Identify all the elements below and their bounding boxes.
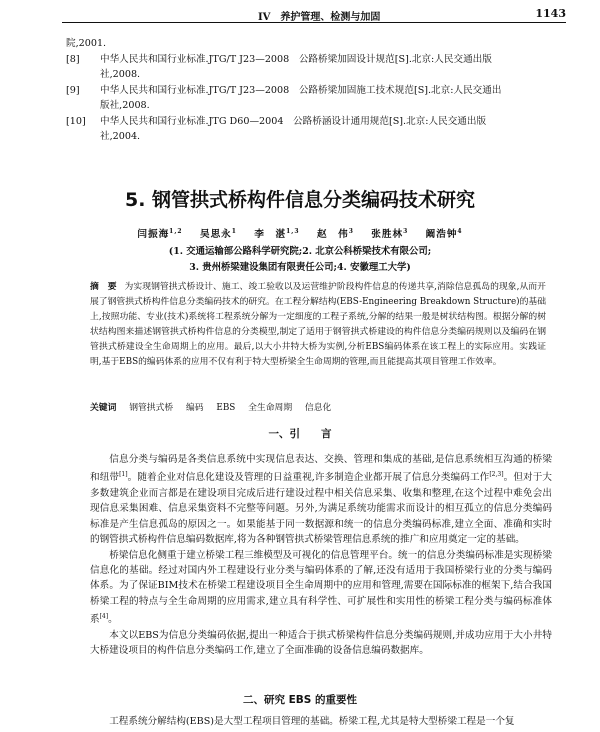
body-paragraph: 工程系统分解结构(EBS)是大型工程项目管理的基础。桥梁工程,尤其是特大型桥梁工程是一个复: [109, 716, 515, 727]
reference-continuation: 社,2008.: [100, 69, 141, 80]
introduction-body: [90, 452, 552, 659]
page-number: 1143: [535, 7, 566, 20]
keyword: 钢管拱式桥: [129, 403, 174, 413]
author-list: [0, 226, 600, 240]
author-name: 阚浩钟: [425, 229, 458, 240]
reference-text: 中华人民共和国行业标准.JTG D60—2004 公路桥涵设计通用规范[S].北京:人民交通出版: [100, 115, 487, 127]
paragraph-text: 。: [108, 614, 118, 626]
author-affiliation-mark: 4: [457, 227, 463, 235]
abstract: [90, 280, 546, 370]
reference-number: [10]: [66, 115, 86, 127]
paragraph-text: 本文以EBS为信息分类编码依据,提出一种适合于拱式桥梁构件信息分类编码规则,并成功应用于大小井特大桥建设项目的构件信息分类编码工作,建立了全面准确的设备信息编码数据库。: [90, 629, 552, 657]
reference-item: [66, 114, 552, 145]
author-name: 赵 伟: [316, 229, 349, 240]
body-paragraph: [90, 548, 552, 628]
reference-item: [66, 36, 552, 52]
running-head: [0, 0, 600, 26]
paragraph-text: 桥梁信息化侧重于建立桥梁工程三维模型及可视化的信息管理平台。统一的信息分类编码标准是实现桥梁信息化的基础。经过对国内外工程建设行业分类与编码体系的了解,还没有适用于我国桥梁行业的分类与编码体系。为了保证BIM技术在桥梁工程建设项目全生命周期中的应用和管理,需要在国际标准的框架下,结合我国桥梁工程的特点与全生命周期的应用需求,建立具有科学性、可扩展性和实用性的桥梁工程分类与编码标准体系: [90, 549, 552, 626]
reference-text: 院,2001.: [66, 38, 107, 49]
author-name: 张胜林: [371, 229, 404, 240]
citation: [4]: [99, 613, 109, 621]
keywords-label: 关键词: [90, 403, 117, 413]
citation: [2,3]: [489, 471, 504, 479]
header-rule: [62, 22, 566, 23]
reference-continuation: 社,2004.: [100, 131, 141, 142]
ebs-body: [90, 714, 552, 729]
author-name: 闫振海: [137, 229, 170, 240]
keyword: EBS: [216, 403, 236, 413]
reference-list: [66, 36, 552, 145]
reference-continuation: 版社,2008.: [100, 100, 150, 111]
paragraph-text: 。但对于大多数建筑企业而言都是在建设项目完成后进行建设过程中相关信息采集、收集和整理,在这个过程中难免会出现信息采集困难、信息采集资料不完整等问题。另外,为满足系统功能需求而设计的相互孤立的信息分类编码标准是产生信息孤岛的原因之一。如果能基于同一数据源和统一的信息分类编码标准,建立全面、准确和实时的钢管拱式桥构件信息编码数据库,将为各种钢管拱式桥梁管理信息系统的推广和应用奠定一定的基础。: [90, 472, 553, 546]
affiliation-line-2: 3. 贵州桥梁建设集团有限责任公司;4. 安徽理工大学): [189, 262, 411, 273]
affiliation-line-1: (1. 交通运输部公路科学研究院;2. 北京公科桥梁技术有限公司;: [168, 246, 432, 257]
reference-item: [66, 52, 552, 83]
paragraph-text: 信息分类与编码是各类信息系统中实现信息表达、交换、管理和集成的基础,是信息系统相互沟通的桥梁和纽带: [90, 454, 552, 484]
running-head-section: IV 养护管理、检测与加固: [258, 12, 381, 23]
paper-title: 5. 钢管拱式桥构件信息分类编码技术研究: [124, 189, 476, 211]
author-name: 李 湛: [254, 229, 287, 240]
citation: [1]: [119, 471, 128, 479]
keyword: 信息化: [304, 403, 332, 413]
section-heading-introduction: 一、引 言: [268, 428, 332, 440]
section-heading-ebs: 二、研究 EBS 的重要性: [242, 694, 358, 706]
reference-number: [9]: [66, 84, 80, 96]
author-affiliation-mark: 1,3: [286, 227, 300, 235]
abstract-label: 摘 要: [90, 282, 117, 292]
reference-number: [8]: [66, 53, 80, 65]
body-paragraph: [90, 628, 552, 659]
body-paragraph: [90, 452, 552, 548]
keyword: 全生命周期: [248, 403, 293, 413]
abstract-text: 为实现钢管拱式桥设计、施工、竣工验收以及运营维护阶段构件信息的传递共享,消除信息孤岛的现象,从而开展了钢管拱式桥构件信息分类编码技术的研究。在工程分解结构(EBS-Engineering Breakdown Structure)的基础上,按照功能、专业(技术)系统将工程系统分解为一定细度的工程子系统,分解的结果一般是树状结构图。根据分解的树状结构图来描述钢管拱式桥构件信息的分类模型,制定了适用于钢管拱式桥建设的构件信息分类编码规则以及编码在钢管拱式桥建设全生命周期上的应用。最后,以大小井特大桥为实例,分析EBS编码体系在该工程上的实际应用。实践证明,基于EBS的编码体系的应用不仅有利于特大型桥梁全生命周期的管理,而且能提高其项目管理工作效率。: [90, 282, 546, 367]
author-affiliation-mark: 1: [231, 227, 237, 235]
author-affiliation-mark: 3: [348, 227, 354, 235]
reference-text: 中华人民共和国行业标准.JTG/T J23—2008 公路桥梁加固设计规范[S].北京:人民交通出版: [100, 53, 492, 65]
paragraph-text: 。随着企业对信息化建设及管理的日益重视,许多制造企业都开展了信息分类编码工作: [127, 472, 490, 484]
keywords: [90, 400, 546, 413]
reference-text: 中华人民共和国行业标准.JTG/T J23—2008 公路桥梁加固施工技术规范[S].北京:人民交通出: [100, 84, 502, 96]
reference-item: [66, 83, 552, 114]
author-affiliation-mark: 1,2: [169, 227, 183, 235]
keyword: 编码: [186, 403, 204, 413]
author-affiliation-mark: 3: [403, 227, 409, 235]
author-name: 吴思永: [200, 229, 232, 240]
